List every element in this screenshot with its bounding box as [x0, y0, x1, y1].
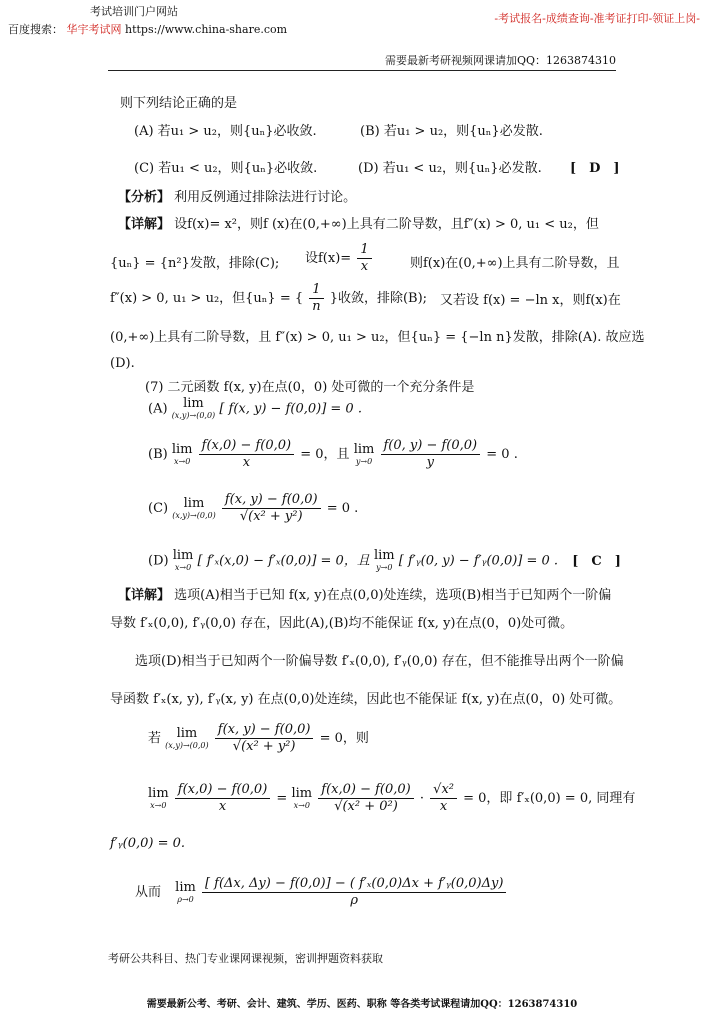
detail-2b-text: 设f(x)=: [305, 251, 352, 266]
detail-3a: f″(x) > 0, u₁ > u₂，但{uₙ} = {: [110, 291, 304, 306]
footer-note: 考研公共科目、热门专业课网课视频，密训押题资料获取: [108, 952, 383, 965]
frac-num: f(x,0) − f(0,0): [175, 782, 270, 799]
answer-mark-2: [ C ]: [572, 553, 621, 569]
detail-5: (D).: [110, 356, 135, 371]
q7-option-d: [148, 549, 621, 573]
lim-sub: (x,y)→(0,0): [172, 510, 216, 520]
brand-link[interactable]: 华宇考试网: [66, 23, 122, 36]
q7c-end: = 0 .: [326, 501, 359, 516]
nav-links[interactable]: -考试报名-成绩查询-准考证打印-领证上岗-: [494, 12, 700, 25]
analysis: [118, 186, 356, 205]
frac-den: x: [439, 799, 448, 814]
lim-sub: y→0: [376, 563, 393, 572]
q7c-label: (C): [148, 501, 169, 516]
frac-num: 1: [357, 242, 371, 259]
intro-text: 则下列结论正确的是: [120, 96, 238, 111]
detail-2b: [305, 242, 374, 275]
deriv-line: lim x→0 $\frac{f(x,0) - f(0,0)}{x}$ = lim x→0 $\frac{f(x,0) - f(0,0)}{\text{√(x² + 0²)}}$ · $\frac{\text{√x²}}{x}$ = 0，即 f′ₓ(0,0) = 0, 同理有: [148, 782, 636, 814]
q7-option-a: [148, 397, 362, 421]
frac-den: y: [426, 455, 434, 470]
frac-num: f(x, y) − f(0,0): [215, 722, 314, 739]
footer-qq: 需要最新公考、考研、会计、建筑、学历、医药、职称 等各类考试课程请加QQ：1263874310: [146, 999, 578, 1010]
lim-d2: [374, 549, 395, 573]
lim-word: lim: [183, 396, 204, 411]
q7a-label: (A): [148, 401, 168, 417]
frac-den: x: [218, 799, 227, 814]
lim-f: [175, 881, 196, 905]
frac-fx: [199, 438, 294, 471]
detail-7a-line: [118, 584, 611, 603]
frac-num: f(x,0) − f(0,0): [199, 438, 294, 455]
lim-sub: x→0: [150, 800, 167, 810]
frac-den: x: [242, 455, 251, 470]
detail-2a: {uₙ} = {n²}发散，排除(C);: [110, 256, 280, 271]
analysis-text: 利用反例通过排除法进行讨论。: [174, 190, 357, 205]
frac-num: 1: [309, 282, 323, 299]
frac-fy: [381, 438, 481, 471]
option-c: (C) 若u₁ < u₂，则{uₙ}必收敛.: [134, 161, 318, 176]
detail-7c: 选项(D)相当于已知两个一阶偏导数 f′ₓ(0,0), f′ᵧ(0,0) 存在，但不能推导出两个一阶偏: [135, 654, 624, 669]
frac-fx-3: [318, 782, 413, 815]
detail-3: [110, 282, 427, 315]
option-a: (A) 若u₁ > u₂，则{uₙ}必收敛.: [134, 124, 317, 139]
lim-if: [165, 727, 208, 751]
q7d-label: (D): [148, 553, 169, 569]
lim-word: lim: [172, 548, 194, 563]
detail-line-1: [118, 213, 599, 232]
lim-word: lim: [175, 879, 196, 895]
if-line: [148, 722, 369, 755]
if-word: 若: [148, 731, 162, 746]
lim-e1: [148, 787, 169, 811]
search-prefix: 百度搜索：: [8, 23, 63, 36]
answer-mark: [ D ]: [570, 161, 620, 176]
detail-3b: }收敛，排除(B);: [329, 291, 428, 306]
qq-line: 需要最新考研视频网课请加QQ：1263874310: [108, 52, 616, 71]
frac-fxy-2: [215, 722, 314, 755]
detail-3c: 又若设 f(x) = −ln x，则f(x)在: [440, 293, 621, 308]
detail-7d: 导函数 f′ₓ(x, y), f′ᵧ(x, y) 在点(0,0)处连续，因此也不能保证 f(x, y)在点(0，0) 处可微。: [110, 692, 622, 707]
lim-sub: (x,y)→(0,0): [165, 740, 209, 750]
frac-den: x: [360, 259, 369, 274]
frac-den: √(x² + 0²): [334, 799, 398, 814]
frac-fx-2: [175, 782, 270, 815]
deriv-end: = 0，即 f′ₓ(0,0) = 0, 同理有: [463, 791, 636, 806]
detail-label: 【详解】: [118, 217, 171, 232]
then-word: 从而: [135, 885, 162, 900]
site-header: [8, 4, 287, 38]
analysis-label: 【分析】: [118, 190, 171, 205]
lim-word: lim: [291, 785, 313, 801]
lim-word: lim: [373, 548, 395, 563]
question-7: (7) 二元函数 f(x, y)在点(0，0) 处可微的一个充分条件是: [145, 380, 475, 395]
lim-word: lim: [183, 495, 205, 511]
detail-1: 设f(x)= x²，则f (x)在(0,+∞)上具有二阶导数，且f″(x) > 0, u₁ < u₂，但: [174, 217, 599, 232]
detail-2c: 则f(x)在(0,+∞)上具有二阶导数，且: [410, 256, 620, 271]
frac-den: √(x² + y²): [232, 739, 296, 754]
if-end: = 0，则: [319, 731, 369, 746]
search-hint: [8, 22, 287, 38]
site-url[interactable]: https://www.china-share.com: [125, 23, 288, 36]
q7-option-b: [148, 438, 518, 471]
lim-sub: ρ→0: [177, 894, 194, 904]
site-title: 考试培训门户网站: [90, 5, 178, 18]
then-line: [135, 876, 508, 909]
frac-fxy: [222, 492, 321, 525]
lim-word: lim: [171, 441, 193, 457]
lim-sub: x→0: [293, 800, 310, 810]
lim-word: lim: [353, 441, 375, 457]
frac-num: √x²: [430, 782, 457, 799]
frac-sqrt: [430, 782, 457, 815]
q7-option-c: [148, 492, 358, 525]
lim-sub: x→0: [174, 456, 191, 466]
q7b-mid: = 0，且: [300, 447, 350, 462]
frac-den: ρ: [350, 893, 358, 908]
lim-word: lim: [176, 725, 198, 741]
frac-num: f(x, y) − f(0,0): [222, 492, 321, 509]
q7a-expr: [ f(x, y) − f(0,0)] = 0 .: [219, 401, 362, 417]
q7b-end: = 0 .: [486, 447, 518, 462]
lim-word: lim: [148, 785, 169, 801]
option-b: (B) 若u₁ > u₂，则{uₙ}必发散.: [360, 124, 543, 139]
lim-e2: [291, 787, 312, 811]
frac-1-over-x: [357, 242, 371, 275]
q7d-expr2: [ f′ᵧ(0, y) − f′ᵧ(0,0)] = 0 .: [398, 553, 559, 569]
detail-label-2: 【详解】: [118, 588, 171, 603]
frac-1-over-n: [309, 282, 323, 315]
lim-c: [172, 497, 215, 521]
frac-num: [ f(Δx, Δy) − f(0,0)] − ( f′ₓ(0,0)Δx + f′ᵧ(0,0)Δy): [202, 876, 506, 893]
lim-d1: [173, 549, 194, 573]
detail-7a: 选项(A)相当于已知 f(x, y)在点(0,0)处连续，选项(B)相当于已知两个一阶偏: [174, 588, 612, 603]
option-d: (D) 若u₁ < u₂，则{uₙ}必发散.: [358, 161, 542, 176]
frac-num: f(x,0) − f(0,0): [318, 782, 413, 799]
lim-sub: y→0: [355, 456, 373, 466]
lim-b2: [354, 443, 375, 467]
frac-den: n: [312, 299, 321, 314]
lim-b1: [172, 443, 193, 467]
fy-line: f′ᵧ(0,0) = 0.: [110, 836, 186, 851]
detail-4: (0,+∞)上具有二阶导数，且 f″(x) > 0, u₁ > u₂，但{uₙ} = {−ln n}发散，排除(A). 故应选: [110, 330, 645, 345]
lim-sub: (x,y)→(0,0): [171, 411, 216, 420]
detail-7b: 导数 f′ₓ(0,0), f′ᵧ(0,0) 存在，因此(A),(B)均不能保证 f(x, y)在点(0，0)处可微。: [110, 616, 574, 631]
frac-den: √(x² + y²): [239, 509, 303, 524]
frac-final: [202, 876, 506, 909]
q7b-label: (B): [148, 447, 168, 462]
frac-num: f(0, y) − f(0,0): [381, 438, 481, 455]
q7d-expr1: [ f′ₓ(x,0) − f′ₓ(0,0)] = 0，且: [197, 553, 370, 569]
lim-a: [172, 397, 215, 421]
lim-sub: x→0: [174, 563, 192, 572]
